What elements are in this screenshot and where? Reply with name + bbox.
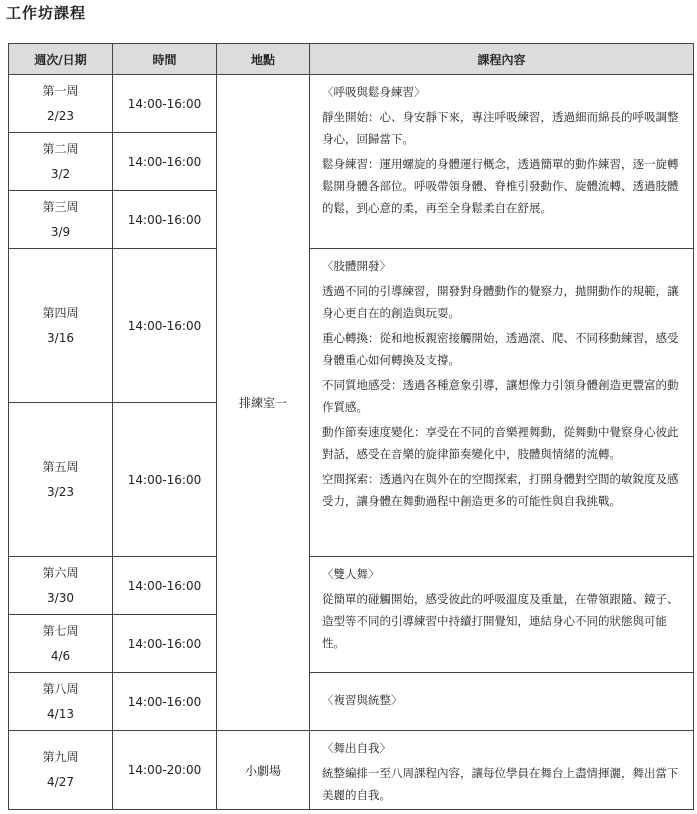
content-heading: 〈舞出自我〉 bbox=[322, 741, 391, 755]
week-cell bbox=[9, 615, 113, 673]
content-heading: 〈雙人舞〉 bbox=[322, 567, 380, 581]
week-cell bbox=[9, 557, 113, 615]
content-paragraph: 動作節奏速度變化：享受在不同的音樂裡舞動，從舞動中覺察身心彼此對話，感受在音樂的旋律節奏變化中，肢體與情緒的流轉。 bbox=[322, 425, 679, 461]
time-cell: 14:00-16:00 bbox=[113, 191, 217, 249]
content-paragraph: 統整編排一至八周課程內容，讓每位學員在舞台上盡情揮灑，舞出當下美麗的自我。 bbox=[322, 766, 679, 802]
content-paragraph: 重心轉換：從和地板親密接觸開始，透過滾、爬、不同移動練習，感受身體重心如何轉換及支撐。 bbox=[322, 331, 679, 367]
week-date: 4/27 bbox=[47, 775, 74, 789]
content-paragraph: 透過不同的引導練習，開發對身體動作的覺察力，拋開動作的規範，讓身心更自在的創造與玩耍。 bbox=[322, 284, 679, 320]
week-cell bbox=[9, 673, 113, 731]
table-header-row bbox=[9, 44, 694, 75]
time-cell: 14:00-16:00 bbox=[113, 249, 217, 403]
content-breathing bbox=[310, 75, 694, 249]
header-week: 週次/日期 bbox=[9, 44, 113, 75]
content-review bbox=[310, 673, 694, 731]
content-heading: 〈肢體開發〉 bbox=[322, 259, 391, 273]
week-date: 3/2 bbox=[50, 166, 71, 181]
header-place: 地點 bbox=[217, 44, 310, 75]
week-label: 第八周 bbox=[42, 681, 79, 696]
place-cell-final: 小劇場 bbox=[217, 731, 310, 810]
week-label: 第四周 bbox=[42, 305, 79, 320]
header-time: 時間 bbox=[113, 44, 217, 75]
week-cell bbox=[9, 731, 113, 810]
table-row bbox=[9, 673, 694, 731]
week-cell bbox=[9, 249, 113, 403]
content-body-development bbox=[310, 249, 694, 557]
content-paragraph: 鬆身練習：運用螺旋的身體運行概念，透過簡單的動作練習，逐一旋轉鬆開身體各部位。呼吸帶領身體、脊椎引發動作、旋體流轉、透過肢體的鬆，到心意的柔，再至全身鬆柔自在舒展。 bbox=[322, 157, 679, 215]
content-paragraph: 從簡單的碰觸開始，感受彼此的呼吸溫度及重量，在帶領跟隨、鏡子、造型等不同的引導練習中持續打開覺知，連結身心不同的狀態與可能性。 bbox=[322, 592, 679, 650]
week-date: 2/23 bbox=[47, 108, 74, 123]
week-date: 3/30 bbox=[47, 590, 74, 605]
table-row bbox=[9, 75, 694, 133]
place-cell-main: 排練室一 bbox=[217, 75, 310, 731]
time-cell: 14:00-16:00 bbox=[113, 75, 217, 133]
week-date: 4/6 bbox=[50, 648, 71, 663]
time-cell: 14:00-16:00 bbox=[113, 615, 217, 673]
content-heading: 〈複習與統整〉 bbox=[322, 693, 403, 707]
time-cell: 14:00-16:00 bbox=[113, 673, 217, 731]
schedule-table bbox=[8, 43, 694, 810]
time-cell: 14:00-16:00 bbox=[113, 133, 217, 191]
week-label: 第六周 bbox=[42, 565, 79, 580]
week-cell bbox=[9, 191, 113, 249]
week-date: 3/9 bbox=[50, 224, 71, 239]
week-date: 4/13 bbox=[47, 706, 74, 721]
content-dance-yourself bbox=[310, 731, 694, 810]
week-cell bbox=[9, 403, 113, 557]
week-date: 3/16 bbox=[47, 330, 74, 345]
table-row bbox=[9, 731, 694, 810]
header-content: 課程內容 bbox=[310, 44, 694, 75]
week-label: 第五周 bbox=[42, 459, 79, 474]
page-title: 工作坊課程 bbox=[6, 4, 87, 22]
table-row bbox=[9, 557, 694, 615]
table-row bbox=[9, 249, 694, 403]
week-cell bbox=[9, 75, 113, 133]
time-cell: 14:00-16:00 bbox=[113, 557, 217, 615]
week-label: 第三周 bbox=[42, 199, 79, 214]
week-cell bbox=[9, 133, 113, 191]
content-heading: 〈呼吸與鬆身練習〉 bbox=[322, 85, 426, 99]
time-cell: 14:00-16:00 bbox=[113, 403, 217, 557]
content-paragraph: 不同質地感受：透過各種意象引導，讓想像力引領身體創造更豐富的動作質感。 bbox=[322, 378, 679, 414]
content-duet bbox=[310, 557, 694, 673]
content-paragraph: 靜坐開始：心、身安靜下來，專注呼吸練習，透過細而綿長的呼吸調整身心，回歸當下。 bbox=[322, 110, 679, 146]
week-label: 第二周 bbox=[42, 141, 79, 156]
content-paragraph: 空間探索：透過內在與外在的空間探索，打開身體對空間的敏銳度及感受力，讓身體在舞動過程中創造更多的可能性與自我挑戰。 bbox=[322, 472, 679, 508]
time-cell: 14:00-20:00 bbox=[113, 731, 217, 810]
week-label: 第一周 bbox=[42, 83, 79, 98]
week-date: 3/23 bbox=[47, 484, 74, 499]
week-label: 第七周 bbox=[42, 623, 79, 638]
week-label: 第九周 bbox=[42, 750, 79, 764]
